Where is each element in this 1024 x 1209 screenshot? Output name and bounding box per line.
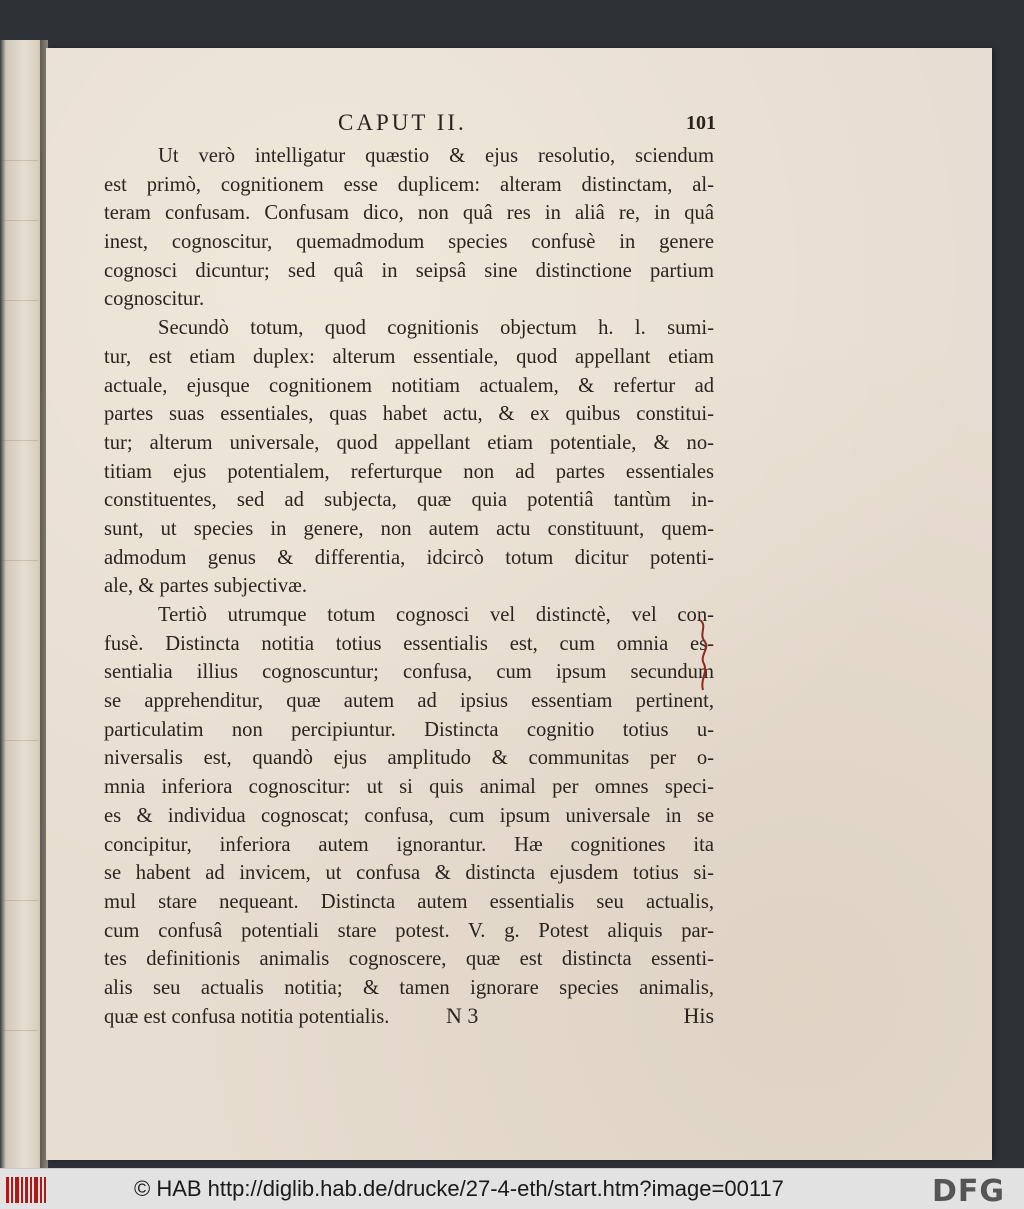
scanned-page (46, 48, 992, 1160)
text-line: tes definitionis animalis cognoscere, quæ est distincta essenti- (104, 948, 714, 971)
source-bar (0, 1168, 1024, 1209)
text-line: se habent ad invicem, ut confusa & distincta ejusdem totius si- (104, 862, 714, 885)
text-line: actuale, ejusque cognitionem notitiam actualem, & refertur ad (104, 374, 714, 397)
catchword: His (683, 1003, 714, 1028)
body-text (104, 142, 714, 1031)
source-url-link[interactable]: © HAB http://diglib.hab.de/drucke/27-4-eth/start.htm?image=00117 (134, 1176, 784, 1201)
running-head (46, 110, 992, 140)
handwritten-bracket-mark (696, 618, 710, 698)
text-line: se apprehenditur, quæ autem ad ipsius essentiam pertinent, (104, 690, 714, 713)
page-number: 101 (686, 112, 716, 134)
text-line: es & individua cognoscat; confusa, cum ipsum universale in se (104, 804, 714, 827)
running-title: CAPUT II. (338, 110, 467, 135)
paragraph-3 (104, 601, 714, 1031)
text-line: Secundò totum, quod cognitionis objectum h. l. sumi- (158, 317, 714, 340)
text-line: tur; alterum universale, quod appellant etiam potentiale, & no- (104, 431, 714, 454)
text-line: teram confusam. Confusam dico, non quâ res in aliâ re, in quâ (104, 202, 714, 225)
text-line: fusè. Distincta notitia totius essentialis est, cum omnia es- (104, 632, 714, 655)
text-line: mul stare nequeant. Distincta autem essentialis seu actualis, (104, 890, 714, 913)
text-line: admodum genus & differentia, idcircò totum dicitur potenti- (104, 546, 714, 569)
text-line: cum confusâ potentiali stare potest. V. g. Potest aliquis par- (104, 919, 714, 942)
dfg-logo: DFG (932, 1174, 1006, 1209)
text-line: Tertiò utrumque totum cognosci vel distinctè, vel con- (158, 604, 714, 626)
text-line: sunt, ut species in genere, non autem actu constituunt, quem- (104, 517, 714, 540)
text-line: ale, & partes subjectivæ. (104, 575, 308, 598)
text-line: quæ est confusa notitia potentialis. (104, 1005, 390, 1028)
text-line: concipitur, inferiora autem ignorantur. Hæ cognitiones ita (104, 833, 714, 856)
page-footer (104, 1003, 714, 1033)
text-line: sentialia illius cognoscuntur; confusa, cum ipsum secundum (104, 661, 714, 684)
signature-mark: N 3 (446, 1003, 479, 1028)
text-line: cognoscitur. (104, 288, 205, 311)
paragraph-1 (104, 142, 714, 314)
text-line: est primò, cognitionem esse duplicem: alteram distinctam, al- (104, 173, 714, 196)
previous-page-edge (0, 40, 42, 1168)
paragraph-2 (104, 314, 714, 601)
hab-barcode-logo (6, 1177, 46, 1203)
text-line: constituentes, sed ad subjecta, quæ quia potentiâ tantùm in- (104, 489, 714, 512)
text-line: titiam ejus potentialem, referturque non ad partes essentiales (104, 460, 714, 483)
text-line: niversalis est, quandò ejus amplitudo & communitas per o- (104, 747, 714, 770)
text-line: partes suas essentiales, quas habet actu, & ex quibus constitui- (104, 403, 714, 426)
text-line: Ut verò intelligatur quæstio & ejus resolutio, sciendum (158, 145, 714, 167)
text-line: cognosci dicuntur; sed quâ in seipsâ sine distinctione partium (104, 259, 714, 282)
text-line: inest, cognoscitur, quemadmodum species confusè in genere (104, 231, 714, 254)
text-line: mnia inferiora cognoscitur: ut si quis animal per omnes speci- (104, 776, 714, 799)
text-line: particulatim non percipiuntur. Distincta cognitio totius u- (104, 718, 714, 741)
text-line: tur, est etiam duplex: alterum essentiale, quod appellant etiam (104, 345, 714, 368)
text-line: alis seu actualis notitia; & tamen ignorare species animalis, (104, 976, 714, 999)
